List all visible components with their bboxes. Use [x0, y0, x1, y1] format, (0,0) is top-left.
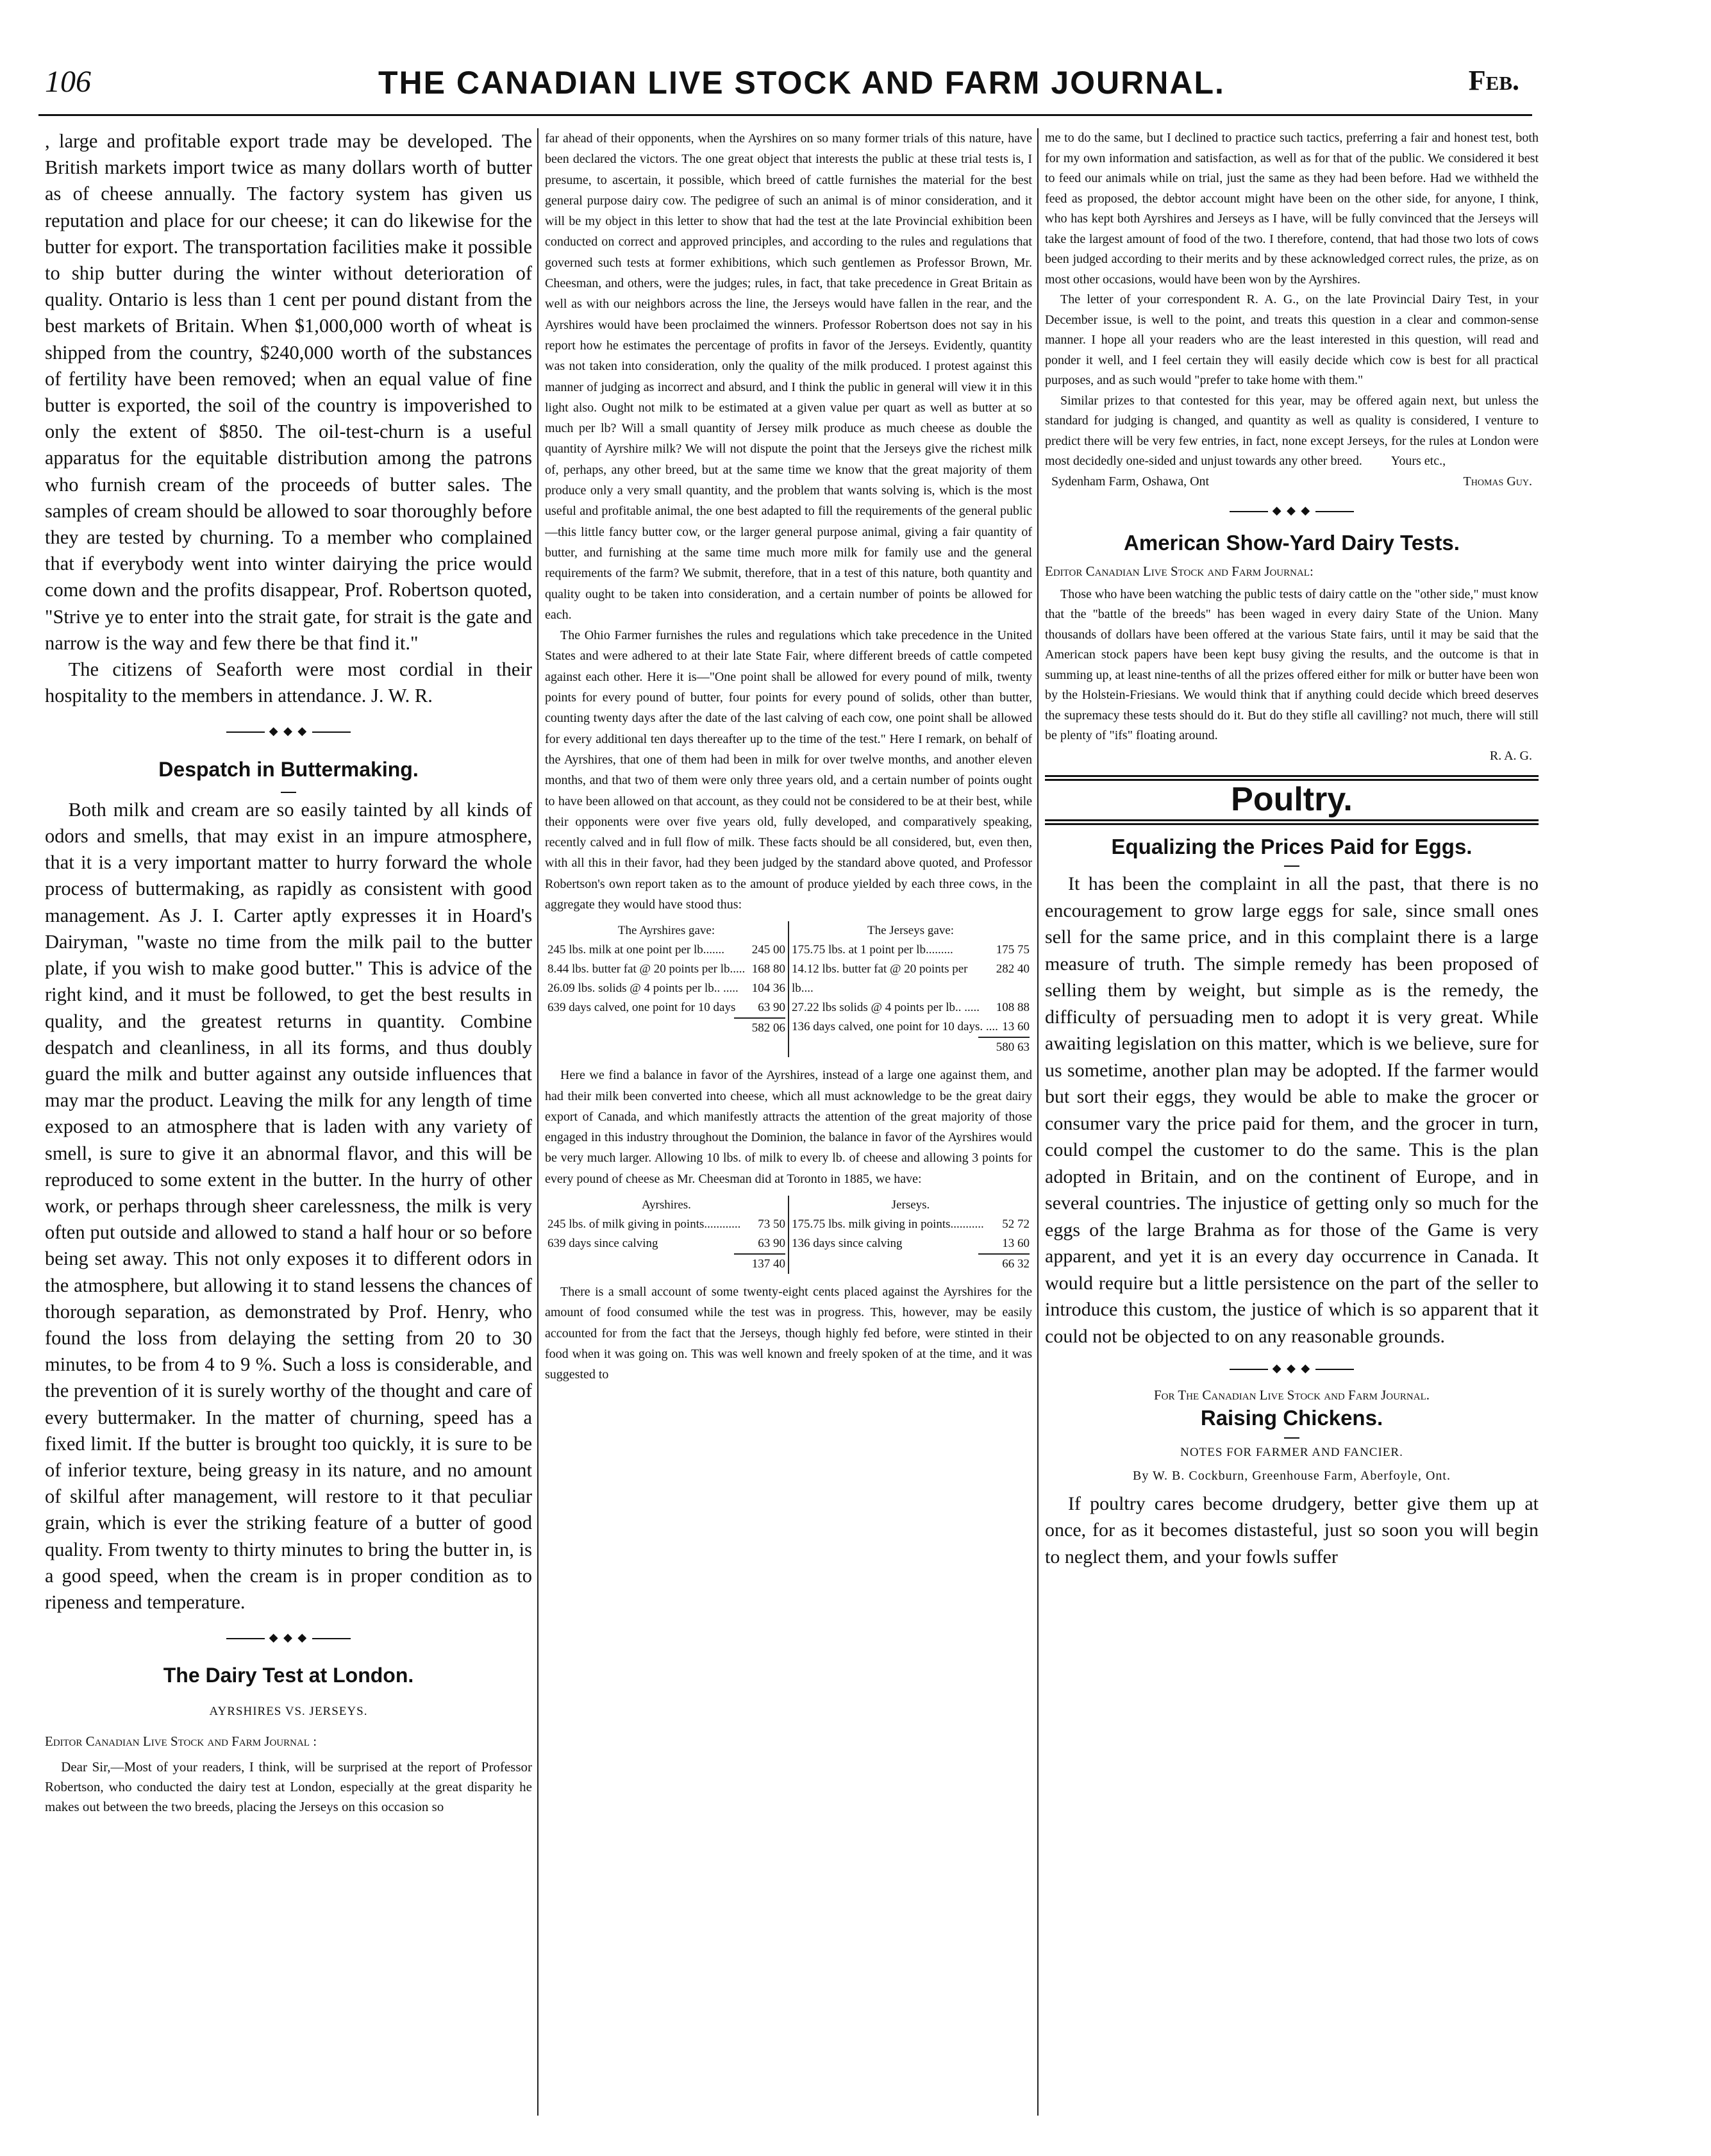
column-2	[545, 128, 1032, 2122]
section-ornament: ◆ ◆ ◆	[1045, 501, 1539, 521]
header-rule	[38, 114, 1532, 116]
page-number: 106	[45, 65, 91, 99]
article-subtitle: NOTES FOR FARMER AND FANCIER.	[1180, 1445, 1403, 1459]
letter-signature	[1045, 472, 1539, 492]
article-byline: By W. B. Cockburn, Greenhouse Farm, Aberfoyle, Ont.	[1133, 1469, 1451, 1483]
title-dash	[1284, 1437, 1299, 1439]
department-title: Poultry.	[1231, 781, 1353, 818]
paragraph-text: The citizens of Seaforth were most cordial in their hospitality to the members in attendance.	[45, 658, 532, 707]
letter-paragraph: The Ohio Farmer furnishes the rules and regulations which take precedence in the United States and were adhered to at their late State Fair, where different breeds of cattle competed against each other. Here it is—"One point shall be allowed for every pound of milk, twenty points for every pound of butter, four points for every pound of solids, other than butter, counting twenty days after the date of the last calving of each cow, one point shall be allowed for every additional ten days thereafter up to the time of the test." Here I remark, on behalf of the Ayrshires, that one of them had been in milk for over twelve months, and another eleven months, and that two of them were only three years old, and a certain number of points ought to have been allowed on that account, as they could not be considered to be at their best, while their opponents were over five years old, fully developed, and comparatively speaking, recently calved and in full flow of milk. These facts should be all considered, but, even then, with all this in their favor, had they been judged by the standard above quoted, and Professor Robertson's own report taken as to the amount of produce yielded by each three cows, in the aggregate they would have stood thus:	[545, 628, 1032, 912]
table-total: 580 63	[978, 1037, 1030, 1057]
table-row: 14.12 lbs. butter fat @ 20 points per lb.... 282 40	[792, 962, 1030, 996]
paragraph-text: Similar prizes to that contested for this year, may be offered again next, but unless the standard for judging is changed, and quantity as well as quality is considered, I venture to predict there will be very few entries, in fact, none except Jerseys, for the rules at London were most decidedly one-sided and unjust towards any other breed.	[1045, 393, 1539, 468]
editor-address: Editor Canadian Live Stock and Farm Journal:	[1045, 564, 1314, 579]
article-title: Despatch in Buttermaking.	[158, 757, 419, 781]
table-total: 582 06	[734, 1017, 785, 1038]
signature-name: Thomas Guy.	[1463, 474, 1532, 489]
table-row: 175.75 lbs. at 1 point per lb......... 175 75	[792, 943, 1030, 957]
title-dash	[281, 792, 296, 793]
column-3	[1045, 128, 1539, 2122]
table-row: 8.44 lbs. butter fat @ 20 points per lb..... 168 80	[547, 962, 785, 976]
section-ornament: ◆ ◆ ◆	[45, 718, 532, 744]
points-table	[545, 921, 1032, 1057]
table-heading: The Ayrshires gave:	[617, 924, 715, 938]
table-row: 136 days since calving 13 60	[792, 1237, 1030, 1251]
column-divider	[1037, 128, 1039, 2116]
journal-title: THE CANADIAN LIVE STOCK AND FARM JOURNAL.	[378, 65, 1225, 101]
letter-body: Those who have been watching the public tests of dairy cattle on the "other side," must know that the "battle of the breeds" has been waged in every dairy State of the Union. Many thousands of dollars have been offered at the various State fairs, until it may be said that the American stock papers have been kept busy giving the results, and the outcome is that in summing up, at least nine-tenths of all the prizes offered either for milk or butter have been won by the Holstein-Friesians. We would think that if anything could decide which breed deserves the supremacy these tests should do it. But do they stifle all cavilling? not much, there will still be plenty of "ifs" floating around.	[1045, 587, 1539, 742]
table-row: 27.22 lbs solids @ 4 points per lb.. ..... 108 88	[792, 1001, 1030, 1015]
table-total: 137 40	[734, 1253, 785, 1274]
article-title: Raising Chickens.	[1200, 1406, 1383, 1430]
article-subtitle: AYRSHIRES VS. JERSEYS.	[209, 1704, 368, 1718]
column-divider	[537, 128, 538, 2116]
article-paragraph: , large and profitable export trade may be developed. The British markets import twice as many dollars worth of butter as of cheese annually. The factory system has given us reputation and place for our cheese; it can do likewise for the butter for export. The transportation facilities make it possible to ship butter during the winter without deterioration of quality. Ontario is less than 1 cent per pound distant from the best markets of Britain. When $1,000,000 worth of wheat is shipped from the country, $240,000 worth of the substances of fertility have been removed; when an equal value of fine butter is exported, the soil of the country is impoverished to only the extent of $850. The oil-test-churn is a useful apparatus for the equitable distribution among the patrons who furnish cream of the proceeds of butter sales. The samples of cream should be allowed to soar thoroughly before they are tested by churning. To a member who complained that if everybody went into winter dairying the price would come down and the profits disappear, Prof. Robertson quoted, "Strive ye to enter into the strait gate, for strait is the gate and narrow is the way and few there be that find it."	[45, 130, 532, 654]
table-row: 175.75 lbs. milk giving in points........... 52 72	[792, 1217, 1030, 1232]
letter-paragraph: Here we find a balance in favor of the Ayrshires, instead of a large one against them, and had their milk been converted into cheese, which all must acknowledge to be the great dairy export of Canada, and which manifestly attracts the attention of the great majority of those engaged in this industry throughout the Dominion, the balance in favor of the Ayrshires would be very much larger. Allowing 10 lbs. of milk to every lb. of cheese and allowing 3 points for every pound of cheese as Mr. Cheesman did at Toronto in 1885, we have:	[545, 1068, 1032, 1186]
signature-place: Sydenham Farm, Oshawa, Ont	[1051, 474, 1210, 489]
letter-paragraph: There is a small account of some twenty-eight cents placed against the Ayrshires for the amount of food consumed while the test was in progress. This, however, may be easily accounted for from the fact that the Jerseys, though highly fed before, were stinted in their food when it was going on. This was well known and freely spoken of at the time, and it was suggested to	[545, 1285, 1032, 1382]
letter-paragraph	[1045, 391, 1539, 472]
section-ornament: ◆ ◆ ◆	[1045, 1358, 1539, 1379]
table-row: 245 lbs. milk at one point per lb....... 245 00	[547, 943, 785, 957]
article-title: Equalizing the Prices Paid for Eggs.	[1111, 834, 1473, 858]
table-row: 136 days calved, one point for 10 days. .... 13 60	[792, 1020, 1030, 1034]
letter-body: Dear Sir,—Most of your readers, I think, will be surprised at the report of Professor Robertson, who conducted the dairy test at London, especially at the great disparity he makes out between the two breeds, placing the Jerseys on this occasion so	[45, 1759, 532, 1814]
cheese-points-table	[545, 1196, 1032, 1274]
table-heading: The Jerseys gave:	[867, 924, 955, 938]
letter-closing: Yours etc.,	[1390, 454, 1446, 468]
table-heading: Ayrshires.	[642, 1198, 691, 1212]
table-heading: Jerseys.	[891, 1198, 930, 1212]
article-body: It has been the complaint in all the past, that there is no encouragement to grow large eggs for sale, since small ones sell for the same price, and in this complaint there is a large measure of truth. The simple remedy has been proposed of selling them by weight, but simple as is the remedy, the difficulty of persuading men to adopt it is very great. While awaiting legislation on this matter, which is we believe, sure for us sometime, another plan may be adopted. If the farmer would but sort their eggs, they would be able to make the grocer or consumer vary the price paid for them, and the grocer in turn, could compel the customer to do the same. This is the plan adopted in Britain, and on the continent of Europe, and in several countries. The injustice of getting only so much for the eggs of the large Brahma as for those of the Game is very apparent, and yet it is an every day occurrence in Canada. It would require but a little persistence on the part of the seller to introduce this custom, the justice of which is so apparent that it could not be objected to on any reasonable grounds.	[1045, 873, 1539, 1347]
editor-address: Editor Canadian Live Stock and Farm Journal :	[45, 1733, 317, 1749]
table-row: 26.09 lbs. solids @ 4 points per lb.. ..... 104 36	[547, 982, 785, 996]
page-header	[45, 64, 1519, 115]
article-body: If poultry cares become drudgery, better give them up at once, for as it becomes distasteful, just so soon you will begin to neglect them, and your fowls suffer	[1045, 1492, 1539, 1567]
article-title: American Show-Yard Dairy Tests.	[1124, 530, 1460, 555]
issue-month: Feb.	[1468, 65, 1519, 96]
table-row: 245 lbs. of milk giving in points............ 73 50	[547, 1217, 785, 1232]
table-row: 639 days calved, one point for 10 days 63 90	[547, 1001, 785, 1015]
author-signature: J. W. R.	[371, 685, 433, 707]
letter-paragraph: me to do the same, but I declined to practice such tactics, preferring a fair and honest test, both for my own information and satisfaction, as well as for that of the public. We considered it best to feed our animals while on trial, just the same as they had been before. Had we withheld the feed as proposed, the debtor account might have been on the other side, for anyone, I think, who has kept both Ayrshires and Jerseys as I have, will be fully convinced that the Jerseys will take the largest amount of food of the two. I therefore, contend, that had those two lots of cows been judged according to their merits and by these acknowledged correct rules, the prize, as on most other occasions, would have been won by the Ayrshires.	[1045, 131, 1539, 287]
title-dash	[1284, 865, 1299, 867]
column-1	[45, 128, 532, 2122]
article-paragraph	[45, 656, 532, 709]
author-signature: R. A. G.	[1489, 748, 1532, 763]
letter-paragraph: The letter of your correspondent R. A. G., on the late Provincial Dairy Test, in your December issue, is well to the point, and treats this question in a clear and common-sense manner. I hope all your readers who are the least interested in this question, will read and ponder it well, and I feel certain they will easily decide which cow is best for all practical purposes, and as such would "prefer to take home with them."	[1045, 292, 1539, 387]
department-rule	[1045, 819, 1539, 825]
table-total: 66 32	[978, 1253, 1030, 1274]
article-title: The Dairy Test at London.	[163, 1664, 414, 1687]
letter-paragraph: far ahead of their opponents, when the Ayrshires on so many former trials of this nature, have been declared the victors. The one great object that interests the public at these trial tests is, I presume, to ascertain, it possible, which breed of cattle furnishes the material for the best general purpose dairy cow. The pedigree of such an animal is of minor consideration, and it will be my object in this letter to show that had the test at the late Provincial exhibition been conducted on correct and approved principles, and according to the rules and regulations that governed such tests at former exhibitions, which such gentlemen as Professor Brown, Mr. Cheesman, and others, were the judges; rules, in fact, that take precedence in Great Britain as well as with our neighbors across the line, the Jerseys would have fallen in the rear, and the Ayrshires would have been proclaimed the winners. Professor Robertson does not say in his report how he estimates the percentage of profits in favor of the Jerseys. Evidently, quantity was not taken into consideration, only the quality of the milk produced. I protest against this manner of judging as incorrect and absurd, and I think the public in general will view it in this light also. Ought not milk to be estimated at a given value per quart as well as butter at so much per lb? Will a small quantity of Jersey milk produce as much cheese as double the quantity of Ayrshire milk? We will not dispute the point that the Jerseys give the richest milk of, perhaps, any other breed, but at the same time we know that the great majority of them produce only a very small quantity, and the problem that wants solving is, which is the most useful and profitable animal, the one best adapted to fill the requirements of the general public —this little fancy butter cow, or the larger general purpose animal, giving a fair quantity of butter, and furnishing at the same time much more milk for family use and the general requirements of the farm? We submit, therefore, that in a test of this nature, both quantity and quality ought to be taken into consideration, and a certain number of points be allowed for each.	[545, 131, 1032, 622]
section-ornament: ◆ ◆ ◆	[45, 1625, 532, 1651]
table-row: 639 days since calving 63 90	[547, 1237, 785, 1251]
article-body: Both milk and cream are so easily tainted by all kinds of odors and smells, that may exist in an impure atmosphere, that it is a very important matter to hurry forward the whole process of buttermaking, as rapidly as consistent with good management. As J. I. Carter aptly expresses it in Hoard's Dairyman, "waste no time from the milk pail to the butter plate, if you wish to make good butter." This is advice of the right kind, and it must be followed, to get the best results in quality, and the greatest returns in quantity. Combine despatch and cleanliness, in all its forms, and thus doubly guard the milk and butter against any outside influences that may mar the product. Leaving the milk for any length of time exposed to an atmosphere that is laden with any variety of smell, is sure to give it an abnormal flavor, and this will be reproduced to some extent in the butter. In the hurry of other work, or perhaps through sheer carelessness, the milk is very often put outside and allowed to stand a half hour or so before being set away. This not only exposes it to different odors in the atmosphere, but allowing it to stand lessens the chances of thorough separation, as demonstrated by Prof. Henry, who found the loss from delaying the setting from 20 to 30 minutes, to be from 4 to 9 %. Such a loss is considerable, and the prevention of it is surely worthy of the thought and care of every buttermaker. In the matter of churning, speed has a fixed limit. If the butter is brought too quickly, it is sure to be of inferior texture, being greasy in its nature, and no amount of skilful after management, will restore to it that peculiar grain, which is ever the striking feature of a butter of good quality. From twenty to thirty minutes to bring the butter in, is a good speed, when the cream is in proper condition as to ripeness and temperature.	[45, 798, 532, 1613]
for-journal-line: For The Canadian Live Stock and Farm Journal.	[1153, 1387, 1430, 1403]
department-rule	[1045, 775, 1539, 781]
